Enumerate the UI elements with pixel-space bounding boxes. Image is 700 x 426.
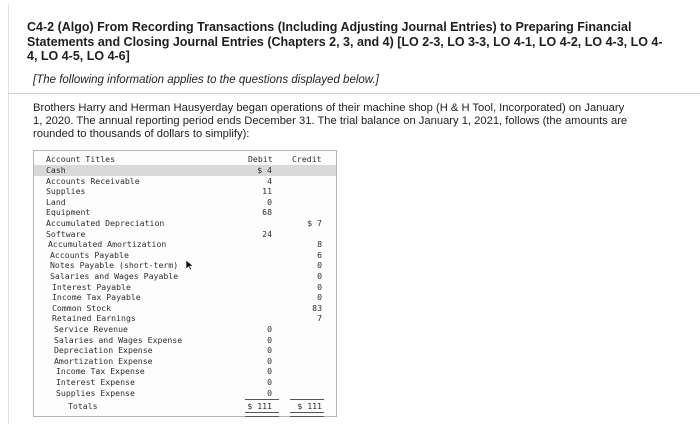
table-row: [34, 239, 336, 250]
table-row: [34, 366, 336, 377]
mouse-cursor-icon: [185, 259, 195, 271]
table-row: [34, 165, 336, 176]
account-name: Salaries and Wages Payable: [50, 271, 179, 281]
account-name: Accounts Receivable: [46, 175, 140, 186]
totals-debit: $ 111: [247, 401, 272, 411]
col-header-debit: Debit: [248, 154, 273, 164]
debit-amount: 24: [262, 228, 272, 239]
account-name: Accumulated Amortization: [48, 239, 167, 250]
credit-sum-line: [290, 399, 324, 400]
table-row: [34, 229, 336, 240]
table-row: [34, 176, 336, 187]
debit-amount: 4: [267, 175, 272, 186]
account-name: Depreciation Expense: [54, 345, 153, 356]
info-note: [The following information applies to the questions displayed below.]: [33, 74, 379, 86]
totals-label: Totals: [68, 401, 98, 411]
account-name: Accumulated Depreciation: [46, 218, 165, 228]
debit-amount: 0: [267, 345, 272, 356]
debit-amount: 0: [267, 324, 272, 334]
credit-amount: 7: [317, 313, 322, 324]
account-name: Notes Payable (short-term): [50, 260, 179, 271]
debit-amount: 11: [262, 186, 272, 197]
debit-double-underline: [245, 412, 279, 417]
account-name: Salaries and Wages Expense: [54, 334, 183, 345]
debit-amount: 0: [267, 387, 272, 398]
divider: [8, 93, 700, 94]
credit-amount: 0: [317, 271, 322, 281]
table-row: [34, 324, 336, 335]
credit-amount: 83: [312, 302, 322, 313]
account-name: Service Revenue: [54, 324, 128, 334]
debit-amount: $ 4: [257, 165, 272, 175]
account-name: Retained Earnings: [52, 313, 136, 324]
col-header-credit: Credit: [292, 154, 322, 164]
account-name: Supplies: [46, 186, 86, 197]
table-row: [34, 218, 336, 229]
table-row: [34, 345, 336, 356]
account-name: Income Tax Expense: [56, 366, 145, 377]
credit-double-underline: [290, 412, 324, 417]
account-name: Amortization Expense: [54, 355, 153, 366]
table-row: [34, 335, 336, 346]
credit-amount: 6: [317, 249, 322, 260]
table-row: [34, 388, 336, 399]
credit-amount: 8: [317, 239, 322, 250]
table-row: [34, 186, 336, 197]
credit-amount: 0: [317, 260, 322, 271]
debit-amount: 68: [262, 207, 272, 218]
debit-amount: 0: [267, 196, 272, 207]
account-name: Interest Expense: [56, 377, 135, 387]
account-name: Income Tax Payable: [52, 292, 141, 303]
totals-row: [34, 401, 336, 412]
question-title: C4-2 (Algo) From Recording Transactions (Including Adjusting Journal Entries) to Preparing Financial Statements and Closing Journal Entries (Chapters 2, 3, and 4) [LO 2-3, LO 3-3, LO 4-1, LO 4-2, LO 4-3, LO 4-4, LO 4-5, LO 4-6]: [27, 20, 663, 63]
intro-paragraph: Brothers Harry and Herman Hausyerday began operations of their machine shop (H & H Tool, Incorporated) on January 1, 2020. The annual reporting period ends December 31. The trial balance on January 1, 2021, follows (the amounts are rounded to thousands of dollars to simplify):: [33, 102, 628, 140]
account-name: Accounts Payable: [50, 249, 129, 260]
table-row: [34, 377, 336, 388]
totals-credit: $ 111: [297, 401, 322, 411]
account-name: Supplies Expense: [56, 387, 135, 398]
table-row: [34, 282, 336, 293]
table-row: [34, 271, 336, 282]
table-row: [34, 313, 336, 324]
account-name: Land: [46, 196, 66, 207]
credit-amount: 0: [317, 281, 322, 292]
credit-amount: 0: [317, 292, 322, 303]
debit-amount: 0: [267, 377, 272, 387]
table-row: [34, 207, 336, 218]
account-name: Software: [46, 228, 86, 239]
col-header-account-titles: Account Titles: [46, 154, 116, 164]
account-name: Equipment: [46, 207, 91, 218]
account-name: Common Stock: [52, 302, 112, 313]
debit-amount: 0: [267, 355, 272, 366]
debit-amount: 0: [267, 334, 272, 345]
table-row: [34, 303, 336, 314]
table-row: [34, 356, 336, 367]
table-row: [34, 197, 336, 208]
table-row: [34, 292, 336, 303]
debit-sum-line: [245, 399, 279, 400]
account-name: Interest Payable: [52, 281, 131, 292]
debit-amount: 0: [267, 366, 272, 377]
trial-balance-table: [33, 150, 337, 417]
account-name: Cash: [46, 165, 66, 175]
credit-amount: $ 7: [307, 218, 322, 228]
